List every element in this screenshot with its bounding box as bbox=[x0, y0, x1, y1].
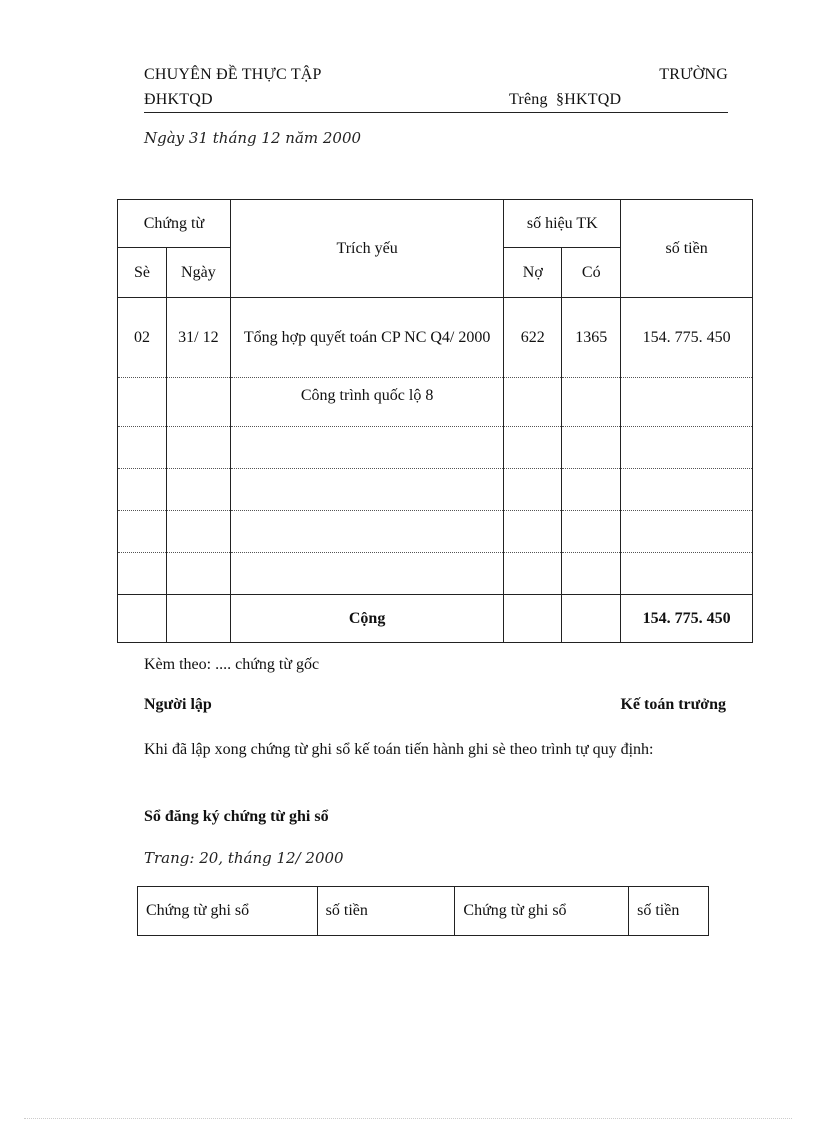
cell-so-tien: 154. 775. 450 bbox=[621, 298, 753, 378]
cell-so-tien bbox=[621, 378, 753, 427]
cell-trich-yeu bbox=[230, 427, 504, 469]
cell-co bbox=[562, 553, 621, 595]
register-title: Sổ đăng ký chứng từ ghi sổ bbox=[144, 808, 329, 825]
cell-so bbox=[118, 378, 167, 427]
cell-no bbox=[504, 511, 562, 553]
table-header-row bbox=[118, 200, 753, 248]
signature-left: Người lập bbox=[144, 696, 212, 713]
register-header-chung-tu-1: Chứng từ ghi sổ bbox=[138, 887, 318, 936]
table-row bbox=[118, 298, 753, 378]
cell-co: 1365 bbox=[562, 298, 621, 378]
cell-ngay: 31/ 12 bbox=[166, 298, 230, 378]
header-no: Nợ bbox=[504, 248, 562, 298]
cell-so bbox=[118, 427, 167, 469]
total-empty-so bbox=[118, 595, 167, 643]
register-header-chung-tu-2: Chứng từ ghi sổ bbox=[455, 887, 629, 936]
total-empty-no bbox=[504, 595, 562, 643]
cell-no bbox=[504, 469, 562, 511]
date-line: Ngày 31 tháng 12 năm 2000 bbox=[144, 129, 362, 147]
cell-trich-yeu: Công trình quốc lộ 8 bbox=[230, 378, 504, 427]
header-so-hieu-tk: số hiệu TK bbox=[504, 200, 621, 248]
register-header-so-tien-1: số tiền bbox=[317, 887, 455, 936]
register-header-so-tien-2: số tiền bbox=[629, 887, 709, 936]
cell-no bbox=[504, 553, 562, 595]
cell-so bbox=[118, 553, 167, 595]
header-left-line1: CHUYÊN ĐỀ THỰC TẬP bbox=[144, 66, 322, 83]
cell-trich-yeu bbox=[230, 469, 504, 511]
header-rule bbox=[144, 112, 728, 113]
total-amount: 154. 775. 450 bbox=[621, 595, 753, 643]
header-ngay: Ngày bbox=[166, 248, 230, 298]
cell-ngay bbox=[166, 553, 230, 595]
cell-co bbox=[562, 427, 621, 469]
body-paragraph: Khi đã lập xong chứng từ ghi sổ kế toán tiến hành ghi sè theo trình tự quy định: bbox=[144, 741, 654, 758]
table-row bbox=[118, 553, 753, 595]
cell-ngay bbox=[166, 378, 230, 427]
header-left-line2: ĐHKTQD bbox=[144, 91, 213, 108]
cell-co bbox=[562, 469, 621, 511]
total-label: Cộng bbox=[230, 595, 504, 643]
table-total-row bbox=[118, 595, 753, 643]
cell-so-tien bbox=[621, 511, 753, 553]
header-so-tien: số tiền bbox=[621, 200, 753, 298]
cell-no bbox=[504, 427, 562, 469]
header-trich-yeu: Trích yếu bbox=[230, 200, 504, 298]
cell-co bbox=[562, 378, 621, 427]
cell-so-tien bbox=[621, 553, 753, 595]
register-header-row bbox=[138, 887, 709, 936]
cell-ngay bbox=[166, 469, 230, 511]
total-empty-ngay bbox=[166, 595, 230, 643]
cell-trich-yeu bbox=[230, 511, 504, 553]
table-row bbox=[118, 427, 753, 469]
attachment-line: Kèm theo: .... chứng từ gốc bbox=[144, 656, 320, 673]
cell-so-tien bbox=[621, 427, 753, 469]
cell-ngay bbox=[166, 511, 230, 553]
cell-no: 622 bbox=[504, 298, 562, 378]
total-empty-co bbox=[562, 595, 621, 643]
header-co: Có bbox=[562, 248, 621, 298]
header-chung-tu: Chứng từ bbox=[118, 200, 231, 248]
table-row bbox=[118, 469, 753, 511]
cell-so bbox=[118, 511, 167, 553]
cell-trich-yeu: Tổng hợp quyết toán CP NC Q4/ 2000 bbox=[230, 298, 504, 378]
cell-trich-yeu bbox=[230, 553, 504, 595]
header-right-line2: Trêng §HKTQD bbox=[509, 91, 622, 108]
cell-so: 02 bbox=[118, 298, 167, 378]
table-row bbox=[118, 511, 753, 553]
register-table bbox=[137, 886, 709, 936]
signature-right: Kế toán trưởng bbox=[620, 696, 726, 713]
header-so: Sè bbox=[118, 248, 167, 298]
header-right-line1: TRƯỜNG bbox=[659, 66, 728, 83]
cell-so-tien bbox=[621, 469, 753, 511]
cell-no bbox=[504, 378, 562, 427]
voucher-table bbox=[117, 199, 753, 643]
page-line: Trang: 20, tháng 12/ 2000 bbox=[144, 849, 344, 867]
table-row bbox=[118, 378, 753, 427]
cell-ngay bbox=[166, 427, 230, 469]
cell-so bbox=[118, 469, 167, 511]
cell-co bbox=[562, 511, 621, 553]
page-bottom-divider bbox=[24, 1118, 792, 1119]
